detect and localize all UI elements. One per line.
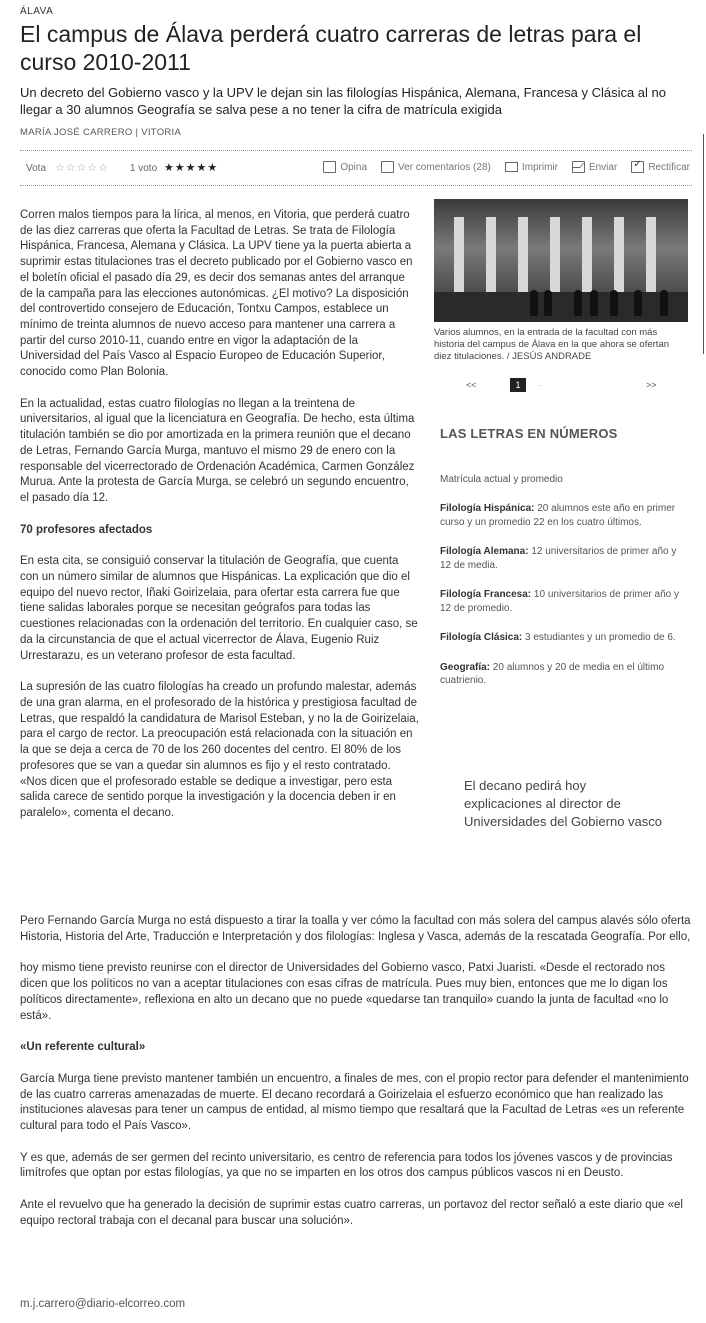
photo-pager (434, 378, 688, 394)
photo-ground (434, 292, 688, 322)
votes-count: 1 voto (129, 163, 158, 174)
subhead: Un decreto del Gobierno vasco y la UPV le dejan sin las filologías Hispánica, Alemana, Francesa y Clásica al no llegar a 30 alumnos Geografía se salva pese a no tener la cifra de matrícula exigida (20, 85, 667, 117)
photo-column (646, 217, 656, 297)
subheading: 70 profesores afectados (20, 523, 153, 536)
list-item (440, 631, 690, 645)
print-button[interactable] (505, 161, 558, 173)
paragraph: Corren malos tiempos para la lírica, al menos, en Vitoria, que perderá cuatro de las diez carreras que oferta la Facultad de Letras. Se trata de Filología Hispánica, Francesa, Alemana y Clásica. La UPV tiene ya la puerta abierta a suprimir estas titulaciones tras el decreto publicado por el Gobierno vasco en el boletín oficial el pasado día 29, es decir dos semanas antes del arranque de la campaña para las elecciones autonómicas. ¿El motivo? La disposición del controvertido consejero de Educación, Tontxu Campos, establece un mínimo de treinta alumnos de nuevo acceso para mantener una carrera a partir del curso 2010-11, cuando entre en vigor la adaptación de la Universidad del País Vasco al Espacio Europeo de Educación Superior, conocido como Plan Bolonia. (20, 209, 413, 379)
article-body-left (20, 208, 420, 838)
item-name: Filología Alemana: (440, 546, 529, 557)
paragraph: Ante el revuelvo que ha generado la decisión de suprimir estas cuatro carreras, un portavoz del rector señaló a este diario que «el equipo rectoral trabaja con el decanal para buscar una solución». (20, 1199, 683, 1227)
vote-label: Vota (26, 163, 47, 174)
mail-icon (572, 161, 585, 173)
photo-column (550, 217, 560, 297)
list-item (440, 588, 690, 615)
item-name: Geografía: (440, 661, 491, 673)
photo-column (582, 217, 592, 297)
sidebar-subtitle: Matrícula actual y promedio (440, 474, 563, 485)
paragraph: En la actualidad, estas cuatro filologías no llegan a la treintena de universitarios, al igual que la licenciatura en Geografía. De hecho, esta última titulación también se dio por amortizada en la primera reunión que el decano de Letras, Fernando García Murga, mantuvo el mismo 29 de enero con la responsable del vicerrectorado de Ordenación Académica, Carmen González Murua. Ante la protesta de García Murga, se celebró un segundo encuentro, el pasado día 12. (20, 397, 415, 504)
item-text: 20 alumnos este año en primer curso y un promedio 22 en los cuatro últimos. (440, 503, 676, 528)
photo-column (454, 217, 464, 297)
pager-dot[interactable]: · (538, 380, 541, 390)
pager-prev-button[interactable]: << (466, 380, 477, 390)
photo-person (590, 290, 598, 316)
photo-column (518, 217, 528, 297)
photo-caption: Varios alumnos, en la entrada de la facultad con más historia del campus de Álava en la que ahora se ofertan diez titulaciones. / JESÚS ANDRADE (434, 327, 670, 362)
vote-stars[interactable]: ☆☆☆☆☆ (54, 162, 110, 174)
opina-label: Opina (340, 161, 368, 173)
comments-label: Ver comentarios (28) (398, 161, 491, 173)
item-name: Filología Francesa: (440, 589, 532, 600)
paragraph: Y es que, además de ser germen del recinto universitario, es centro de referencia para todos los jóvenes vascos y de provincias limítrofes que optan por estas filologías, ya que no se imparten en los otros dos campus públicos vascos ni en Deusto. (20, 1151, 673, 1180)
article-body-full (20, 914, 692, 1246)
section-label: ÁLAVA (20, 6, 54, 17)
print-label: Imprimir (521, 161, 558, 173)
print-icon (505, 162, 518, 172)
item-text: 10 universitarios de primer año y 12 de promedio. (440, 589, 679, 614)
article-toolbar (20, 150, 692, 186)
correct-label: Rectificar (648, 161, 690, 173)
item-text: 3 estudiantes y un promedio de 6. (525, 632, 676, 643)
pager-next-button[interactable]: >> (646, 380, 657, 390)
photo-person (610, 290, 618, 316)
subheading: «Un referente cultural» (20, 1041, 146, 1054)
photo-person (660, 290, 668, 316)
list-item (440, 502, 690, 529)
send-label: Enviar (588, 161, 618, 173)
list-item (440, 661, 690, 688)
paragraph: En esta cita, se consiguió conservar la titulación de Geografía, que cuenta con un número similar de alumnos que Hispánicas. La explicación que dio el equipo del nuevo rector, Iñaki Goirizelaia, para ofertar esta carrera fue que tiene salidas laborales porque se necesitan geógrafos para todas las cuestiones relacionadas con la ordenación del territorio. En cualquier caso, se da la circunstancia de que el actual vicerrector de Álava, Eugenio Ruiz Urrestarazu, es un veterano profesor de esta facultad. (20, 555, 418, 662)
comment-icon (323, 161, 336, 173)
vote-area (26, 161, 218, 174)
rating-stars: ★★★★★ (163, 162, 219, 174)
photo-column (614, 217, 624, 297)
comments-button[interactable] (381, 161, 491, 173)
list-item (440, 545, 690, 572)
article-photo[interactable] (434, 199, 688, 322)
photo-person (530, 290, 538, 316)
sidebar-list (440, 502, 690, 704)
send-button[interactable] (572, 161, 617, 173)
photo-person (574, 290, 582, 316)
byline: MARÍA JOSÉ CARRERO | VITORIA (20, 127, 182, 138)
toolbar-actions (323, 161, 690, 173)
sidebar-title: LAS LETRAS EN NÚMEROS (440, 426, 618, 441)
edit-icon (381, 161, 394, 173)
photo-person (634, 290, 642, 316)
paragraph: hoy mismo tiene previsto reunirse con el director de Universidades del Gobierno vasco, Patxi Juaristi. «Desde el rectorado nos dicen que los políticos no van a aceptar titulaciones con esas cifras de matrícula. Pues muy bien, entonces que me lo digan los políticos directamente», reflexiona en alto un decano que no puede «quedarse tan tranquilo» cuando la junta de facultad «no lo está». (20, 962, 669, 1022)
paragraph: Pero Fernando García Murga no está dispuesto a tirar la toalla y ver cómo la facultad con más solera del campus alavés sólo oferta Historia, Historia del Arte, Traducción e Interpretación y dos filologías: Inglesa y Vasca, además de la rescatada Geografía. Por ello, (20, 915, 691, 943)
paragraph: García Murga tiene previsto mantener también un encuentro, a finales de mes, con el propio rector para defender el mantenimiento de las cuatro carreras amenazadas de muerte. El decano recordará a Goirizelaia el esfuerzo económico que han realizado las instituciones alavesas para tener un campus de entidad, al mismo tiempo que resaltará que la Facultad de Letras «es un referente cultural para todo el País Vasco». (20, 1072, 689, 1133)
photo-person (544, 290, 552, 316)
item-text: 12 universitarios de primer año y 12 de media. (440, 546, 677, 571)
author-email-link[interactable]: m.j.carrero@diario-elcorreo.com (20, 1298, 186, 1310)
item-text: 20 alumnos y 20 de media en el último cuatrienio. (440, 661, 665, 686)
item-name: Filología Hispánica: (440, 503, 535, 514)
photo-column (486, 217, 496, 297)
pull-quote: El decano pedirá hoy explicaciones al director de Universidades del Gobierno vasco (464, 778, 662, 829)
check-icon (631, 161, 644, 173)
paragraph: La supresión de las cuatro filologías ha creado un profundo malestar, además de una gran alarma, en el profesorado de la histórica y prestigiosa facultad de Letras, que respaldó la candidatura de Marisol Esteban, y no la de Goirizelaia, para el cargo de rector. La preocupación está relacionada con la situación en la que se deja a cerca de 70 de los 260 docentes del centro. El 80% de los profesores que se van a quedar sin alumnos es fijo y el resto contratado. «Nos dicen que el profesorado estable se dedique a investigar, pero esta salida carece de sentido porque la investigación y la docencia deben ir en paralelo», comenta el decano. (20, 681, 419, 819)
right-divider (703, 134, 704, 354)
pager-current-page[interactable]: 1 (510, 378, 526, 392)
headline: El campus de Álava perderá cuatro carreras de letras para el curso 2010-2011 (20, 21, 642, 75)
opina-button[interactable] (323, 161, 367, 173)
item-name: Filología Clásica: (440, 632, 523, 643)
correct-button[interactable] (631, 161, 690, 173)
